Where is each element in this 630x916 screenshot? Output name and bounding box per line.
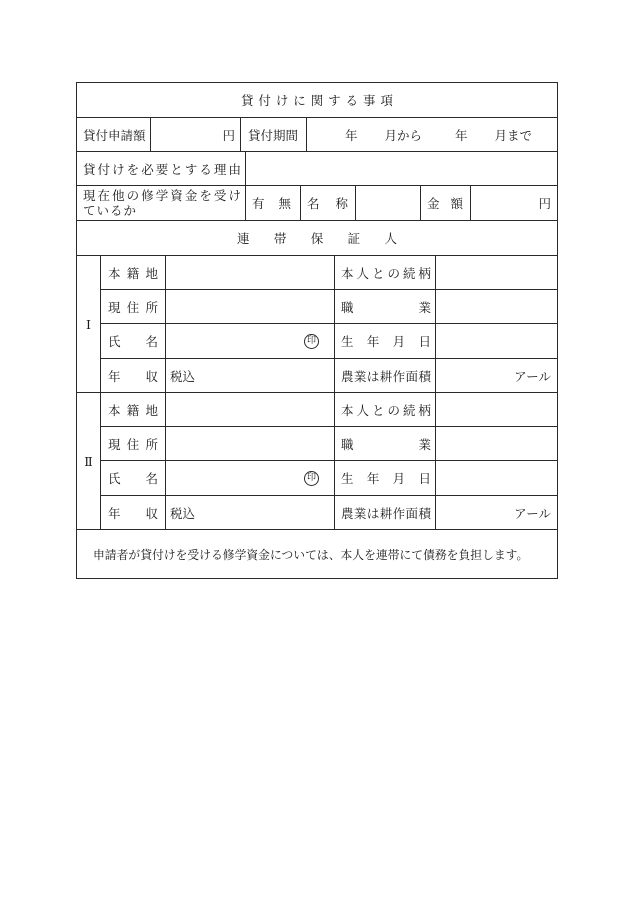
- guarantor-2-address-field: [165, 426, 335, 461]
- birth-date-label: 生 年 月 日: [341, 334, 431, 349]
- guarantor-number: Ⅰ: [86, 316, 91, 332]
- domicile-label: 本 籍 地: [108, 402, 158, 418]
- income-label: 年 収: [108, 368, 158, 384]
- scholarship-name-label-cell: [300, 185, 356, 221]
- guarantor-1-domicile-field: [165, 255, 335, 290]
- scholarship-amount-field: [470, 185, 558, 221]
- period-to-year-unit: 年: [455, 127, 468, 143]
- guarantor-1-block: [76, 255, 558, 393]
- presence-cell: [245, 185, 301, 221]
- presence-label: 有 無: [252, 196, 291, 211]
- seal-mark: 印: [304, 334, 319, 349]
- farm-area-label: 農 業 は 耕 作 面 積: [341, 505, 431, 521]
- guarantor-1-relationship-label-cell: [334, 255, 436, 290]
- guarantor-2-name-field: [165, 460, 335, 496]
- guarantor-2-domicile-label-cell: [100, 392, 166, 427]
- guarantor-2-block: [76, 392, 558, 530]
- guarantor-2-birth-date-field: [435, 460, 558, 496]
- guarantor-2-address-label-cell: [100, 426, 166, 461]
- guarantor-2-occupation-label-cell: [334, 426, 436, 461]
- reason-label-cell: [76, 151, 246, 186]
- occupation-label: 職 業: [341, 436, 431, 452]
- occupation-label: 職 業: [341, 299, 431, 315]
- guarantor-1-number-cell: [76, 255, 101, 393]
- guarantor-1-farm-area-field: [435, 358, 558, 393]
- farm-area-label: 農 業 は 耕 作 面 積: [341, 368, 431, 384]
- guarantor-number: Ⅱ: [84, 453, 93, 469]
- guarantor-2-farm-area-field: [435, 495, 558, 530]
- guarantor-1-birth-date-label-cell: [334, 323, 436, 359]
- guarantor-1-birth-date-field: [435, 323, 558, 359]
- farm-area-unit: アール: [514, 368, 551, 384]
- income-note: 税込: [170, 368, 196, 384]
- requested-amount-field: [150, 117, 241, 152]
- guarantor-2-farm-area-label-cell: [334, 495, 436, 530]
- reason-label: 貸 付 け を 必 要 と す る 理 由: [83, 161, 241, 177]
- period-to-month-unit: 月まで: [494, 127, 533, 143]
- guarantor-1-address-label-cell: [100, 289, 166, 324]
- guarantor-1-occupation-label-cell: [334, 289, 436, 324]
- scholarship-name-field: [355, 185, 421, 221]
- income-label: 年 収: [108, 505, 158, 521]
- guarantor-1-occupation-field: [435, 289, 558, 324]
- requested-amount-label: 貸付申請額: [83, 127, 146, 143]
- loan-section-title: 貸 付 け に 関 す る 事 項: [241, 93, 393, 108]
- guarantor-2-name-label-cell: [100, 460, 166, 496]
- loan-period-field: [306, 117, 558, 152]
- guarantor-section-header: [76, 220, 558, 256]
- guarantor-2-domicile-field: [165, 392, 335, 427]
- guarantor-1-name-label-cell: [100, 323, 166, 359]
- period-from-year-unit: 年: [345, 127, 358, 143]
- guarantor-1-income-field: [165, 358, 335, 393]
- name-label: 氏 名: [108, 334, 158, 349]
- guarantor-1-income-label-cell: [100, 358, 166, 393]
- guarantor-2-relationship-label-cell: [334, 392, 436, 427]
- loan-period-label-cell: [240, 117, 307, 152]
- other-scholarship-label-line-2: ているか: [83, 203, 138, 218]
- scholarship-amount-unit: 円: [538, 196, 551, 211]
- pledge-cell: [76, 529, 558, 579]
- requested-amount-label-cell: [76, 117, 151, 152]
- other-scholarship-label-cell: [76, 185, 246, 221]
- guarantor-2-income-label-cell: [100, 495, 166, 530]
- birth-date-label: 生 年 月 日: [341, 471, 431, 486]
- guarantor-1-relationship-field: [435, 255, 558, 290]
- other-scholarship-label-line-1: 現 在 他 の 修 学 資 金 を 受 け: [83, 188, 241, 203]
- scholarship-name-label: 名 称: [307, 196, 348, 211]
- requested-amount-unit: 円: [222, 127, 235, 143]
- pledge-text: 申請者が貸付けを受ける修学資金については、本人を連帯にて債務を負担します。: [93, 547, 529, 562]
- loan-section-header: [76, 82, 558, 118]
- address-label: 現 住 所: [108, 299, 158, 315]
- income-note: 税込: [170, 505, 196, 521]
- guarantor-2-occupation-field: [435, 426, 558, 461]
- domicile-label: 本 籍 地: [108, 265, 158, 281]
- scholarship-amount-label-cell: [420, 185, 471, 221]
- period-from-month-unit: 月から: [384, 127, 423, 143]
- guarantor-1-name-field: [165, 323, 335, 359]
- guarantor-2-relationship-field: [435, 392, 558, 427]
- address-label: 現 住 所: [108, 436, 158, 452]
- guarantor-section-title: 連 帯 保 証 人: [237, 231, 397, 246]
- relationship-label: 本 人 と の 続 柄: [341, 402, 431, 418]
- relationship-label: 本 人 と の 続 柄: [341, 265, 431, 281]
- name-label: 氏 名: [108, 471, 158, 486]
- seal-mark: 印: [304, 471, 319, 486]
- guarantor-1-address-field: [165, 289, 335, 324]
- loan-period-label: 貸付期間: [248, 127, 299, 143]
- guarantor-2-income-field: [165, 495, 335, 530]
- reason-field: [245, 151, 558, 186]
- guarantor-2-birth-date-label-cell: [334, 460, 436, 496]
- guarantor-1-farm-area-label-cell: [334, 358, 436, 393]
- guarantor-1-domicile-label-cell: [100, 255, 166, 290]
- scholarship-amount-label: 金 額: [427, 196, 463, 211]
- guarantor-2-number-cell: [76, 392, 101, 530]
- farm-area-unit: アール: [514, 505, 551, 521]
